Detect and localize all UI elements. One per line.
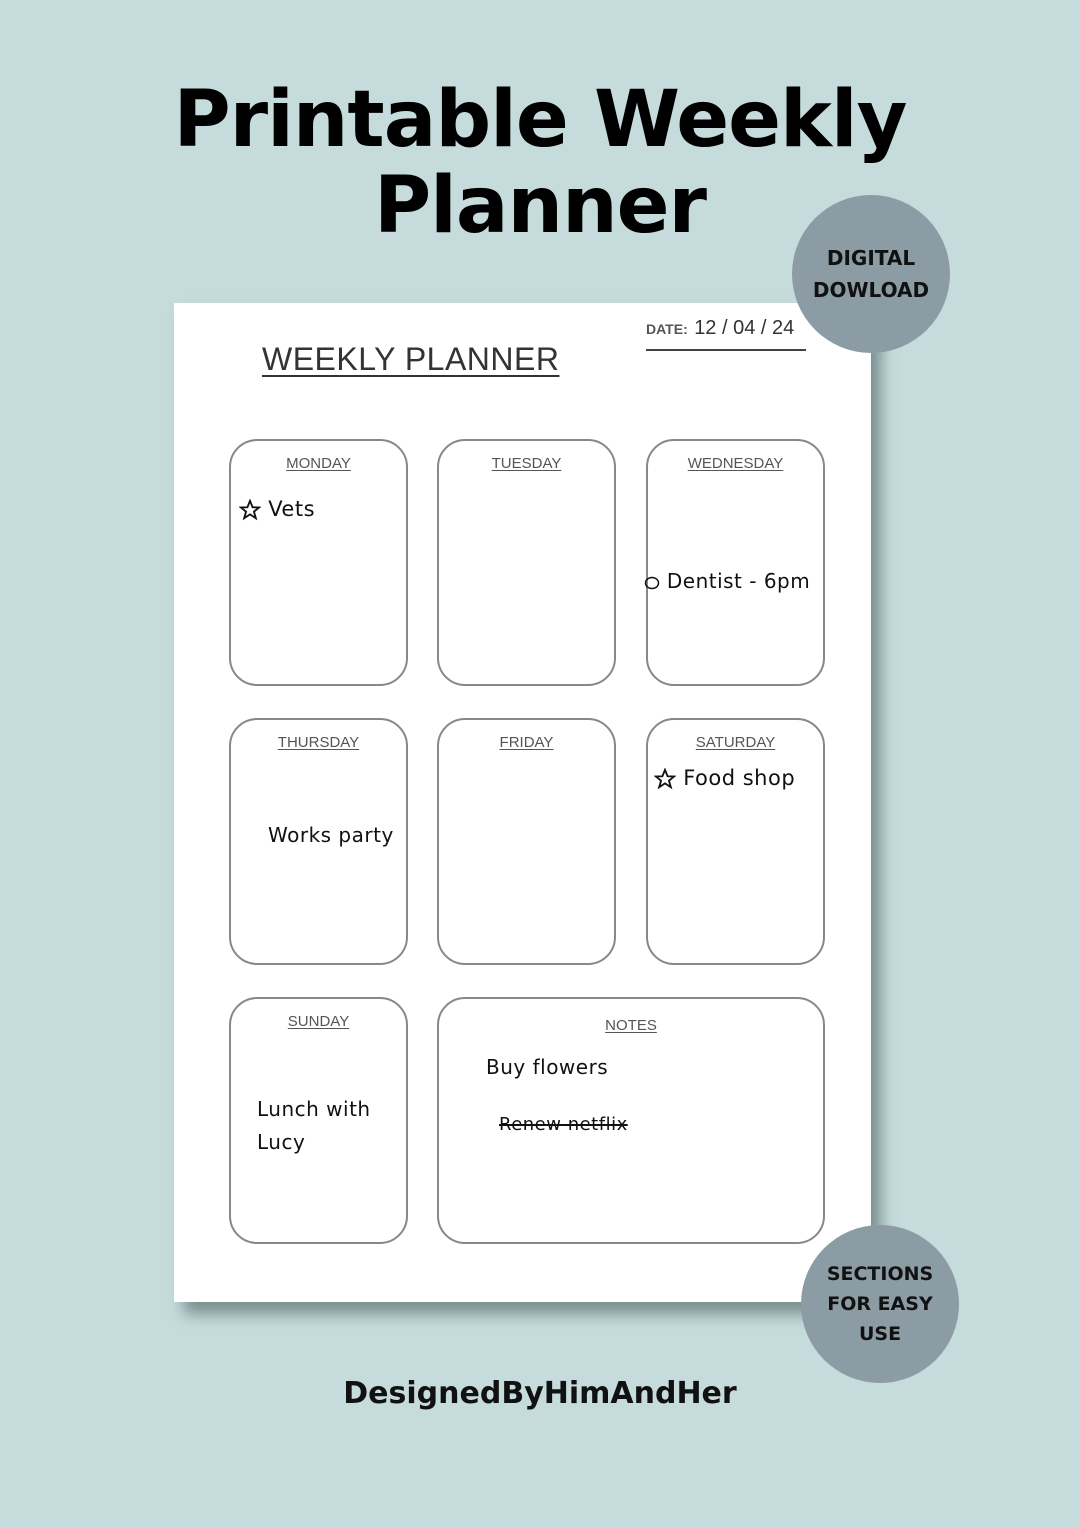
saturday-entry-text: Food shop [683,766,796,790]
day-box-sunday [229,997,408,1244]
day-box-monday [229,439,408,686]
day-label-thursday: THURSDAY [277,734,360,751]
star-icon [239,499,261,521]
notes-item-1: Buy flowers [486,1055,609,1079]
sections-badge: SECTIONS FOR EASY USE [801,1225,959,1383]
day-label-monday: MONDAY [286,455,351,472]
date-field [646,317,806,351]
saturday-entry [654,766,795,790]
day-box-tuesday [437,439,616,686]
sunday-entry-line-2: Lucy [257,1130,306,1154]
circle-icon [644,576,660,590]
day-box-friday [437,718,616,965]
notes-label: NOTES [605,1017,657,1034]
planner-sheet [174,303,871,1302]
wednesday-entry-text: Dentist - 6pm [666,569,811,593]
day-label-sunday: SUNDAY [287,1013,350,1030]
digital-download-badge: DIGITAL DOWLOAD [792,195,950,353]
day-box-saturday [646,718,825,965]
monday-entry [239,497,315,521]
page-title: Printable Weekly Planner [173,75,907,251]
sunday-entry-line-1: Lunch with [257,1097,371,1121]
day-label-friday: FRIDAY [499,734,554,751]
wednesday-entry [644,569,810,593]
day-label-tuesday: TUESDAY [491,455,562,472]
day-label-wednesday: WEDNESDAY [687,455,784,472]
day-box-thursday [229,718,408,965]
date-label: DATE: [646,321,688,337]
star-icon [654,768,676,790]
day-box-wednesday [646,439,825,686]
designer-credit: DesignedByHimAndHer [343,1376,737,1411]
date-value: 12 / 04 / 24 [694,317,795,339]
monday-entry-text: Vets [268,497,316,521]
planner-heading: WEEKLY PLANNER [262,341,560,377]
notes-item-2: Renew netflix [499,1114,628,1135]
thursday-entry: Works party [268,823,394,847]
notes-box [437,997,825,1244]
day-label-saturday: SATURDAY [695,734,776,751]
